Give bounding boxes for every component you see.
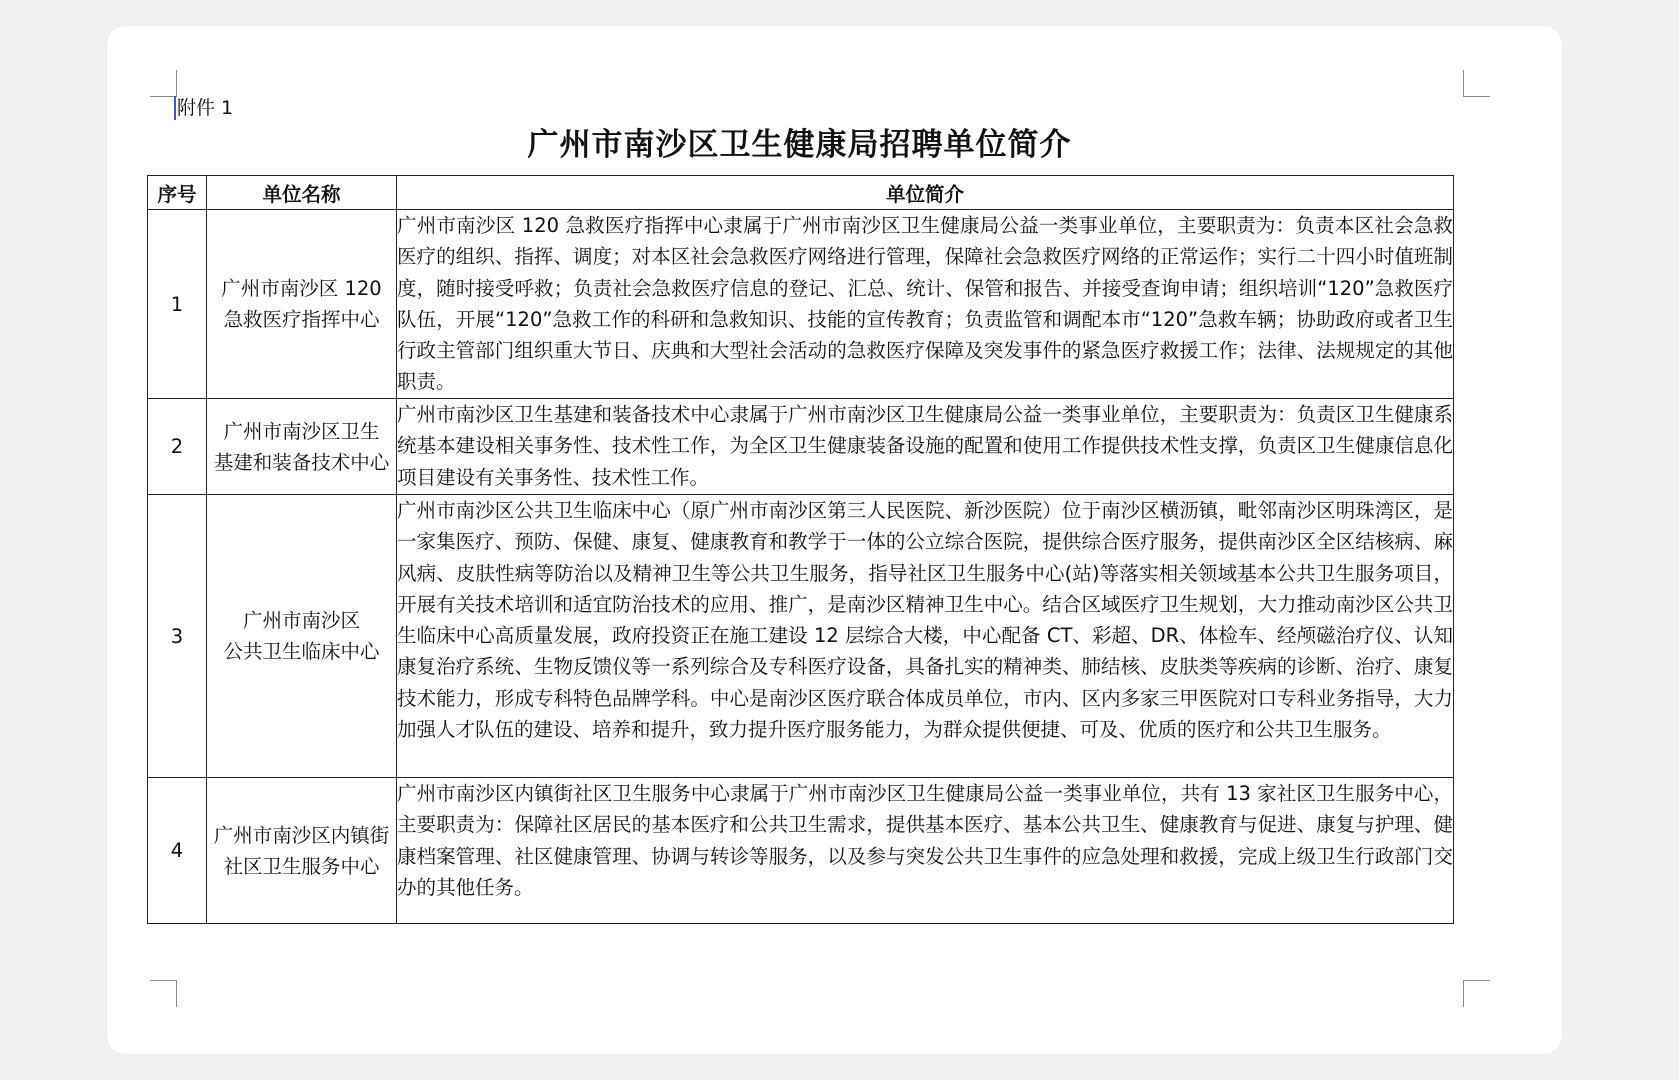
unit-name-cell[interactable] [207, 495, 397, 778]
unit-name-line: 急救医疗指挥中心 [223, 308, 380, 331]
margin-mark-bottom-right [1463, 980, 1490, 1007]
attachment-label[interactable]: 附件 1 [177, 97, 234, 119]
header-unit-intro[interactable]: 单位简介 [397, 176, 1454, 210]
unit-intro-cell[interactable]: 广州市南沙区卫生基建和装备技术中心隶属于广州市南沙区卫生健康局公益一类事业单位，主要职责为：负责区卫生健康系统基本建设相关事务性、技术性工作，为全区卫生健康装备设施的配置和使用工作提供技术性支撑，负责区卫生健康信息化项目建设有关事务性、技术性工作。 [397, 399, 1454, 495]
unit-intro-cell[interactable]: 广州市南沙区公共卫生临床中心（原广州市南沙区第三人民医院、新沙医院）位于南沙区横沥镇，毗邻南沙区明珠湾区，是一家集医疗、预防、保健、康复、健康教育和教学于一体的公立综合医院，提供综合医疗服务，提供南沙区全区结核病、麻风病、皮肤性病等防治以及精神卫生等公共卫生服务，指导社区卫生服务中心(站)等落实相关领域基本公共卫生服务项目，开展有关技术培训和适宜防治技术的应用、推广，是南沙区精神卫生中心。结合区域医疗卫生规划，大力推动南沙区公共卫生临床中心高质量发展，政府投资正在施工建设 12 层综合大楼，中心配备 CT、彩超、DR、体检车、经颅磁治疗仪、认知康复治疗系统、生物反馈仪等一系列综合及专科医疗设备，具备扎实的精神类、肺结核、皮肤类等疾病的诊断、治疗、康复技术能力，形成专科特色品牌学科。中心是南沙区医疗联合体成员单位，市内、区内多家三甲医院对口专科业务指导，大力加强人才队伍的建设、培养和提升，致力提升医疗服务能力，为群众提供便捷、可及、优质的医疗和公共卫生服务。 [397, 495, 1454, 778]
text-cursor [174, 96, 176, 120]
table-row [148, 778, 1454, 924]
document-title[interactable]: 广州市南沙区卫生健康局招聘单位简介 [527, 127, 1072, 163]
unit-intro-cell[interactable]: 广州市南沙区 120 急救医疗指挥中心隶属于广州市南沙区卫生健康局公益一类事业单位，主要职责为：负责本区社会急救医疗的组织、指挥、调度；对本区社会急救医疗网络进行管理，保障社会急救医疗网络的正常运作；实行二十四小时值班制度，随时接受呼救；负责社会急救医疗信息的登记、汇总、统计、保管和报告、并接受查询申请；组织培训“120”急救医疗队伍，开展“120”急救工作的科研和急救知识、技能的宣传教育；负责监管和调配本市“120”急救车辆；协助政府或者卫生行政主管部门组织重大节日、庆典和大型社会活动的急救医疗保障及突发事件的紧急医疗救援工作；法律、法规规定的其他职责。 [397, 210, 1454, 399]
unit-intro-cell[interactable]: 广州市南沙区内镇街社区卫生服务中心隶属于广州市南沙区卫生健康局公益一类事业单位，共有 13 家社区卫生服务中心，主要职责为：保障社区居民的基本医疗和公共卫生需求，提供基本医疗、基本公共卫生、健康教育与促进、康复与护理、健康档案管理、社区健康管理、协调与转诊等服务，以及参与突发公共卫生事件的应急处理和救援，完成上级卫生行政部门交办的其他任务。 [397, 778, 1454, 924]
row-number[interactable]: 3 [148, 495, 207, 778]
units-table [147, 175, 1454, 924]
unit-name-cell[interactable] [207, 210, 397, 399]
unit-name-line: 广州市南沙区 120 [221, 277, 382, 300]
unit-name-line: 公共卫生临床中心 [223, 640, 380, 663]
margin-mark-top-right [1463, 70, 1490, 97]
unit-name-line: 社区卫生服务中心 [223, 854, 380, 878]
table-row [148, 210, 1454, 399]
table-row [148, 495, 1454, 778]
margin-mark-bottom-left [150, 980, 177, 1007]
header-unit-name[interactable]: 单位名称 [207, 176, 397, 210]
unit-name-line: 广州市南沙区 [242, 609, 360, 632]
unit-name-line: 广州市南沙区内镇街 [213, 823, 390, 847]
unit-name-line: 基建和装备技术中心 [213, 450, 390, 474]
table-row [148, 399, 1454, 495]
margin-mark-top-left [150, 70, 177, 97]
unit-name-line: 广州市南沙区卫生 [223, 419, 380, 443]
unit-name-cell[interactable] [207, 778, 397, 924]
row-number[interactable]: 2 [148, 399, 207, 495]
unit-name-cell[interactable] [207, 399, 397, 495]
table-header-row [148, 176, 1454, 210]
header-no[interactable]: 序号 [148, 176, 207, 210]
row-number[interactable]: 1 [148, 210, 207, 399]
row-number[interactable]: 4 [148, 778, 207, 924]
